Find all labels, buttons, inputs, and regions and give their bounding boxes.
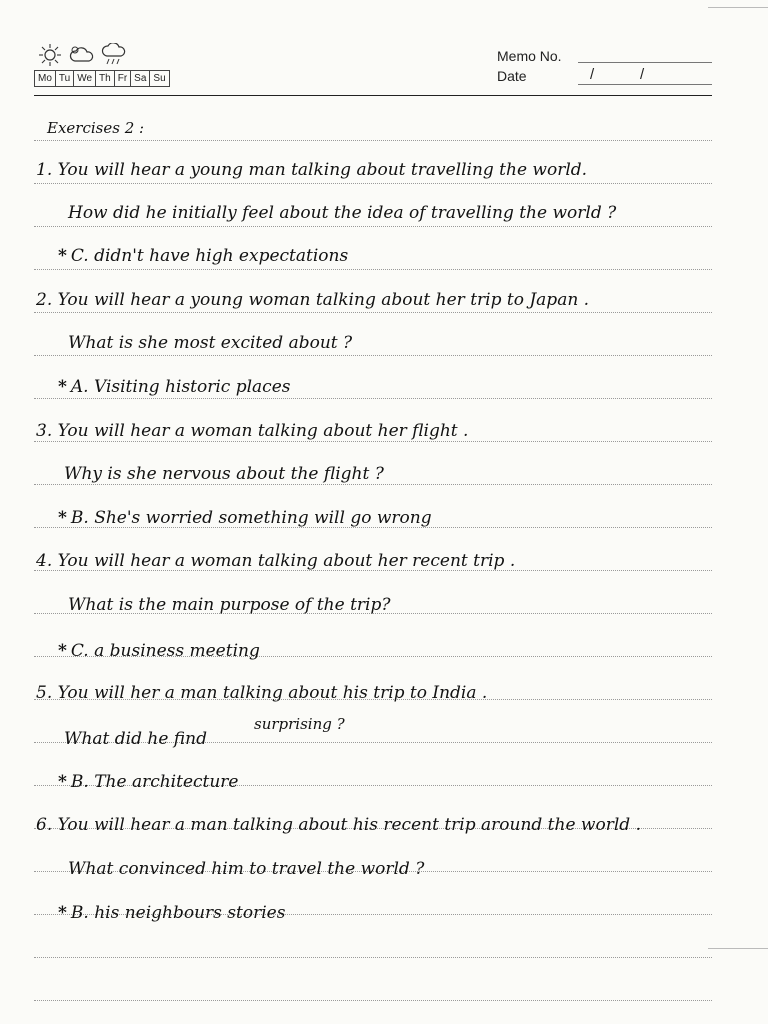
answer-star: * — [58, 772, 67, 792]
rain-cloud-icon — [98, 42, 130, 68]
answer-star: * — [58, 641, 67, 661]
ruled-line — [34, 441, 712, 442]
ruled-line — [34, 484, 712, 485]
day-fr: Fr — [115, 71, 131, 86]
answer-star: * — [58, 246, 67, 266]
answer-text: C. didn't have high expectations — [70, 246, 349, 266]
answer-text: B. She's worried something will go wrong — [70, 508, 432, 528]
exercise-statement: 2. You will hear a young woman talking about her trip to Japan . — [36, 290, 590, 310]
date-line — [578, 84, 712, 85]
exercise-question: What is the main purpose of the trip? — [68, 595, 391, 615]
ruled-line — [34, 183, 712, 184]
day-tu: Tu — [56, 71, 74, 86]
weekday-boxes — [34, 70, 170, 87]
day-we: We — [74, 71, 96, 86]
exercise-statement: 5. You will her a man talking about his trip to India . — [36, 683, 488, 703]
question-insert: surprising ? — [254, 715, 345, 733]
page-title: Exercises 2 : — [47, 119, 145, 137]
exercise-statement: 3. You will hear a woman talking about her flight . — [36, 421, 469, 441]
exercise-statement: 6. You will hear a man talking about his recent trip around the world . — [36, 815, 641, 835]
answer-text: C. a business meeting — [70, 641, 260, 661]
ruled-line — [34, 312, 712, 313]
date-separator: / — [640, 66, 645, 83]
answer-star: * — [58, 903, 67, 923]
exercise-question: How did he initially feel about the idea of travelling the world ? — [68, 203, 617, 223]
ruled-line — [34, 269, 712, 270]
ruled-line — [34, 957, 712, 958]
exercise-question: Why is she nervous about the flight ? — [64, 464, 384, 484]
answer-text: A. Visiting historic places — [70, 377, 291, 397]
exercise-answer — [58, 641, 260, 661]
date-separator: / — [590, 66, 595, 83]
exercise-answer — [58, 246, 348, 266]
ruled-line — [34, 226, 712, 227]
day-sa: Sa — [131, 71, 150, 86]
memo-line — [578, 62, 712, 63]
exercise-question: What did he find — [64, 729, 207, 749]
day-mo: Mo — [35, 71, 56, 86]
day-th: Th — [96, 71, 115, 86]
day-su: Su — [153, 73, 166, 84]
ruled-line — [34, 398, 712, 399]
exercise-answer — [58, 508, 432, 528]
date-label: Date — [497, 68, 527, 84]
ruled-line — [34, 355, 712, 356]
answer-star: * — [58, 377, 67, 397]
exercise-statement: 1. You will hear a young man talking about travelling the world. — [36, 160, 588, 180]
edge-mark — [708, 948, 768, 949]
exercise-answer — [58, 903, 285, 923]
header-rule — [34, 95, 712, 96]
exercise-question: What convinced him to travel the world ? — [68, 859, 425, 879]
exercise-answer — [58, 772, 239, 792]
answer-text: B. The architecture — [70, 772, 239, 792]
answer-star: * — [58, 508, 67, 528]
answer-text: B. his neighbours stories — [70, 903, 286, 923]
cloud-icon — [66, 42, 98, 68]
memo-label: Memo No. — [497, 48, 562, 64]
edge-mark — [708, 7, 768, 8]
exercise-answer — [58, 377, 290, 397]
exercise-statement: 4. You will hear a woman talking about her recent trip . — [36, 551, 516, 571]
weather-icons — [34, 42, 130, 68]
sun-icon — [34, 42, 66, 68]
ruled-line — [34, 1000, 712, 1001]
exercise-question: What is she most excited about ? — [68, 333, 353, 353]
ruled-line — [34, 140, 712, 141]
